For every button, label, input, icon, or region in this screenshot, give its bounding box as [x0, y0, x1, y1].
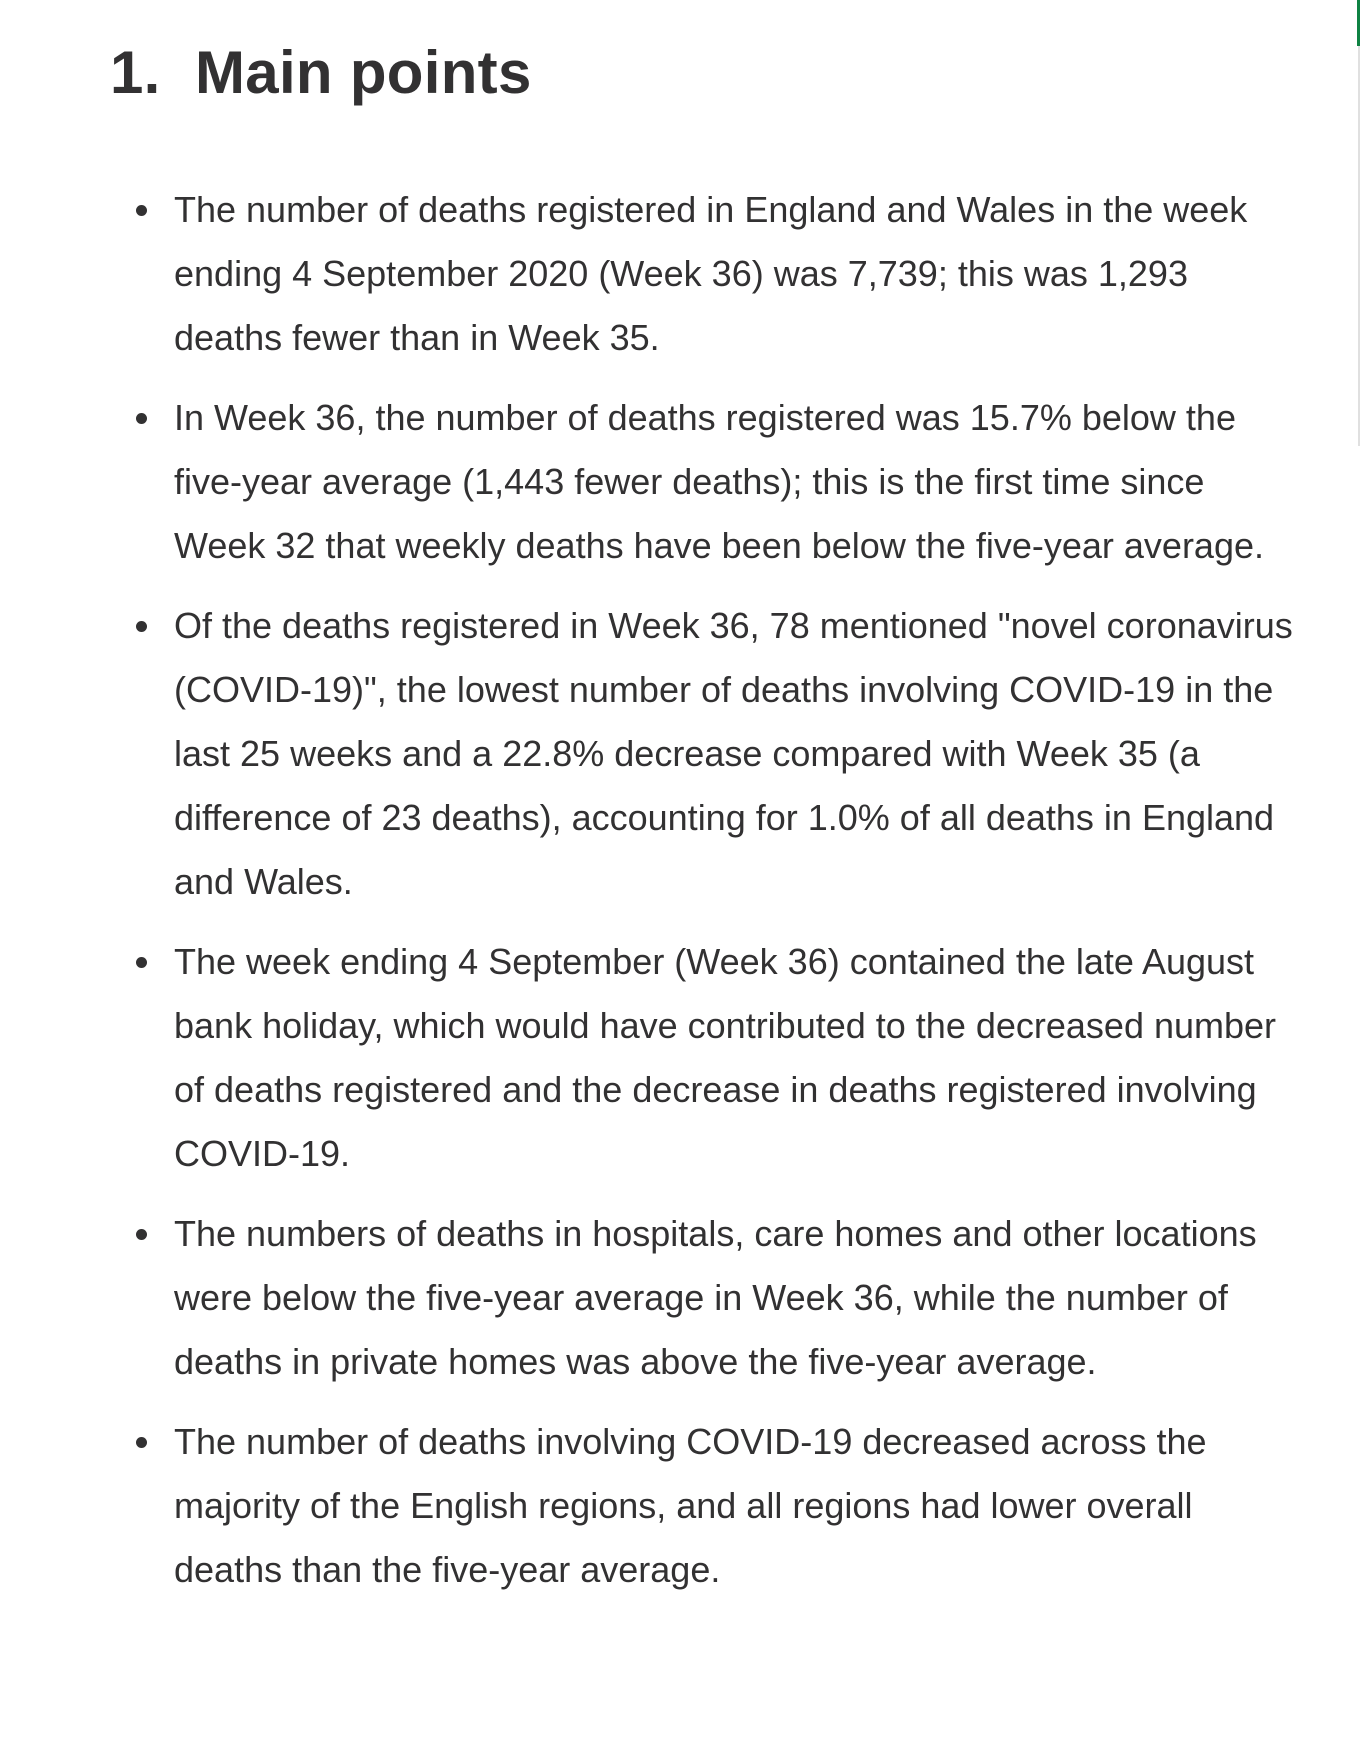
bullet-icon: [136, 205, 147, 216]
list-item: [130, 386, 1300, 578]
list-item: [130, 178, 1300, 370]
list-item: [130, 1410, 1300, 1602]
bullet-icon: [136, 621, 147, 632]
main-points-list: [130, 178, 1300, 1618]
bullet-icon: [136, 1437, 147, 1448]
list-item: [130, 930, 1300, 1186]
section-number: 1.: [110, 39, 161, 106]
point-text: The number of deaths registered in England and Wales in the week ending 4 September 2020 (Week 36) was 7,739; this was 1,293 deaths fewer than in Week 35.: [174, 189, 1248, 358]
point-text: The week ending 4 September (Week 36) contained the late August bank holiday, which would have contributed to the decreased number of deaths registered and the decrease in deaths registered involving COVID-19.: [174, 941, 1277, 1174]
point-text: Of the deaths registered in Week 36, 78 mentioned "novel coronavirus (COVID-19)", the lowest number of deaths involving COVID-19 in the last 25 weeks and a 22.8% decrease compared with Week 35 (a difference of 23 deaths), accounting for 1.0% of all deaths in England and Wales.: [174, 605, 1293, 902]
list-item: [130, 594, 1300, 914]
section-heading: [110, 32, 532, 114]
bullet-icon: [136, 957, 147, 968]
list-item: [130, 1202, 1300, 1394]
bullet-icon: [136, 1229, 147, 1240]
bullet-icon: [136, 413, 147, 424]
point-text: The number of deaths involving COVID-19 decreased across the majority of the English regions, and all regions had lower overall deaths than the five-year average.: [174, 1421, 1207, 1590]
section-title: Main points: [195, 39, 532, 106]
point-text: The numbers of deaths in hospitals, care homes and other locations were below the five-year average in Week 36, while the number of deaths in private homes was above the five-year average.: [174, 1213, 1257, 1382]
point-text: In Week 36, the number of deaths registered was 15.7% below the five-year average (1,443 fewer deaths); this is the first time since Week 32 that weekly deaths have been below the five-year average.: [174, 397, 1265, 566]
